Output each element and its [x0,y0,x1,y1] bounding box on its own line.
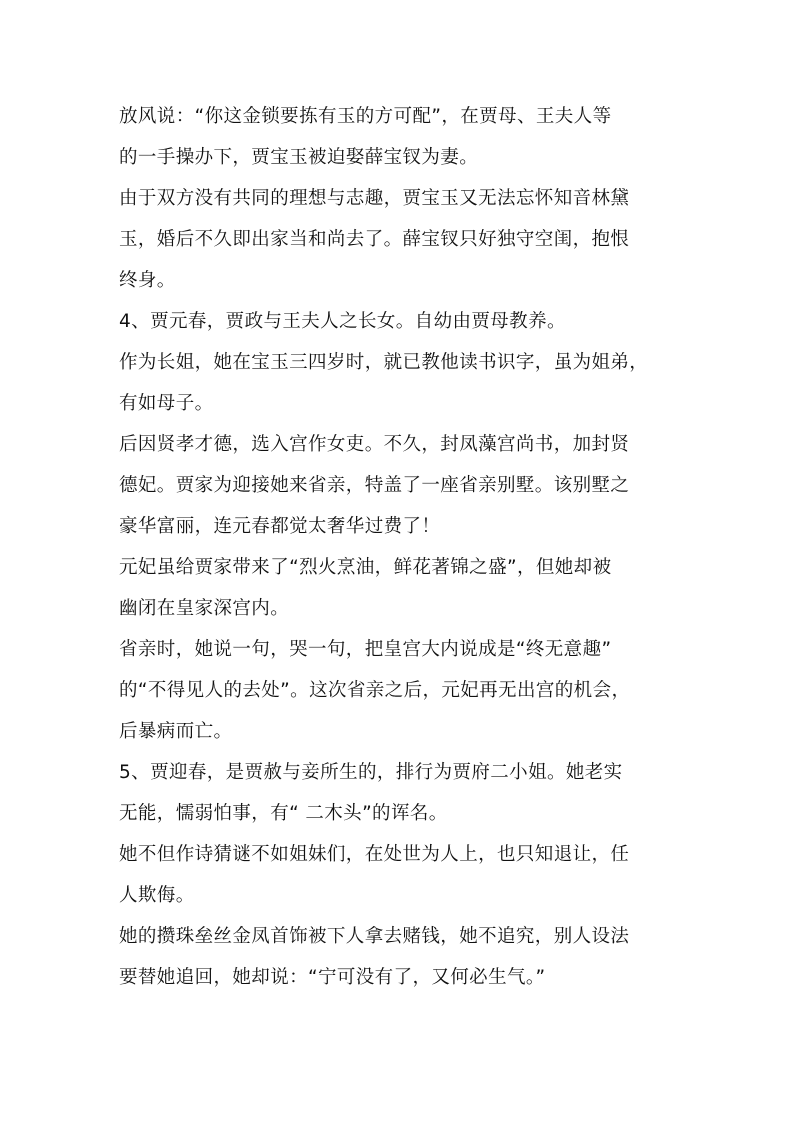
text-line: 幽闭在皇家深宫内。 [119,598,290,619]
text-line: 元妃虽给贾家带来了“烈火烹油，鲜花著锦之盛”，但她却被 [119,557,612,578]
text-line: 无能，懦弱怕事，有“ 二木头”的诨名。 [119,803,448,824]
text-line: 后因贤孝才德，选入宫作女吏。不久，封凤藻宫尚书，加封贤 [119,434,630,455]
text-line: 作为长姐，她在宝玉三四岁时，就已教他读书识字，虽为姐弟， [119,352,649,373]
text-line: 由于双方没有共同的理想与志趣，贾宝玉又无法忘怀知音林黛 [119,188,630,209]
text-line: 要替她追回，她却说：“宁可没有了，又何必生气。” [119,967,546,988]
text-line: 放风说：“你这金锁要拣有玉的方可配”，在贾母、王夫人等 [119,106,612,127]
text-line: 后暴病而亡。 [119,721,233,742]
text-line: 5、贾迎春，是贾赦与妾所生的，排行为贾府二小姐。她老实 [119,762,623,783]
text-line: 有如母子。 [119,393,214,414]
text-line: 的一手操办下，贾宝玉被迫娶薛宝钗为妻。 [119,147,479,168]
text-line: 豪华富丽，连元春都觉太奢华过费了！ [119,516,441,537]
text-line: 4、贾元春，贾政与王夫人之长女。自幼由贾母教养。 [119,311,566,332]
text-line: 终身。 [119,270,176,291]
text-line: 她不但作诗猜谜不如姐妹们，在处世为人上，也只知退让，任 [119,844,630,865]
text-line: 玉，婚后不久即出家当和尚去了。薛宝钗只好独守空闺，抱恨 [119,229,630,250]
text-line: 她的攒珠垒丝金凤首饰被下人拿去赌钱，她不追究，别人设法 [119,926,630,947]
text-line: 的“不得见人的去处”。这次省亲之后，元妃再无出宫的机会， [119,680,631,701]
text-line: 省亲时，她说一句，哭一句，把皇宫大内说成是“终无意趣” [119,639,612,660]
text-line: 人欺侮。 [119,885,195,906]
text-line: 德妃。贾家为迎接她来省亲，特盖了一座省亲别墅。该别墅之 [119,475,630,496]
